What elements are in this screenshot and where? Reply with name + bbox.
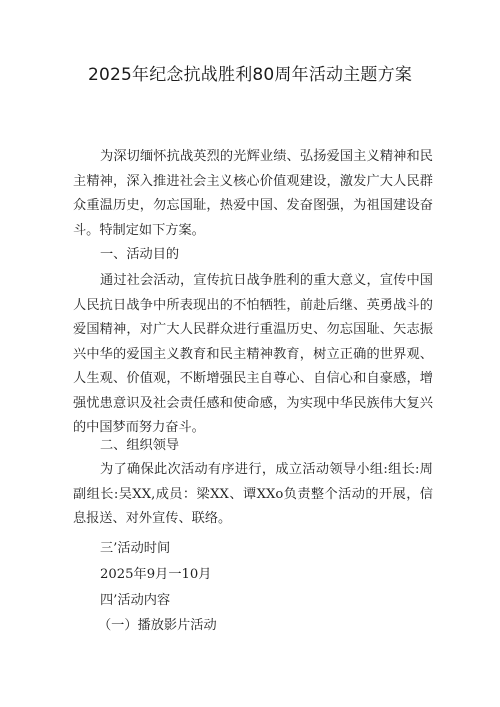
- section-3-heading: 三’活动时间: [100, 541, 171, 556]
- section-2-heading: 二、组织领导: [100, 438, 180, 453]
- document-title: 2025年纪念抗战胜利80周年活动主题方案: [87, 65, 413, 85]
- section-1-paragraph: 通过社会活动，宣传抗日战争胜利的重大意义，宣传中国人民抗日战争中所表现出的不怕牺牲，前赴后继、英勇战斗的爱国精神，对广大人民群众进行重温历史、勿忘国耻、矢志振兴中华的爱国主义教育和民主精神教育，树立正确的世界观、人生观、价值观，不断增强民主自尊心、自信心和自豪感，增强忧患意识及社会责任感和使命感，为实现中华民族伟大复兴的中国梦而努力奋斗。: [73, 273, 433, 435]
- section-4-heading: 四’活动内容: [100, 593, 171, 608]
- section-1-heading: 一、活动目的: [100, 247, 180, 262]
- section-3-text: 2025年9月一10月: [100, 567, 212, 582]
- section-4-subheading: （一）播放影片活动: [98, 618, 217, 633]
- section-2-paragraph: 为了确保此次活动有序进行，成立活动领导小组:组长:周副组长:吴XX,成员：梁XX、谭XXo负责整个活动的开展，信息报送、对外宣传、联络。: [73, 462, 433, 526]
- intro-paragraph: 为深切缅怀抗战英烈的光辉业绩、弘扬爱国主义精神和民主精神，深入推进社会主义核心价值观建设，激发广大人民群众重温历史，勿忘国耻，热爱中国、发奋图强，为祖国建设奋斗。特制定如下方案。: [73, 149, 433, 238]
